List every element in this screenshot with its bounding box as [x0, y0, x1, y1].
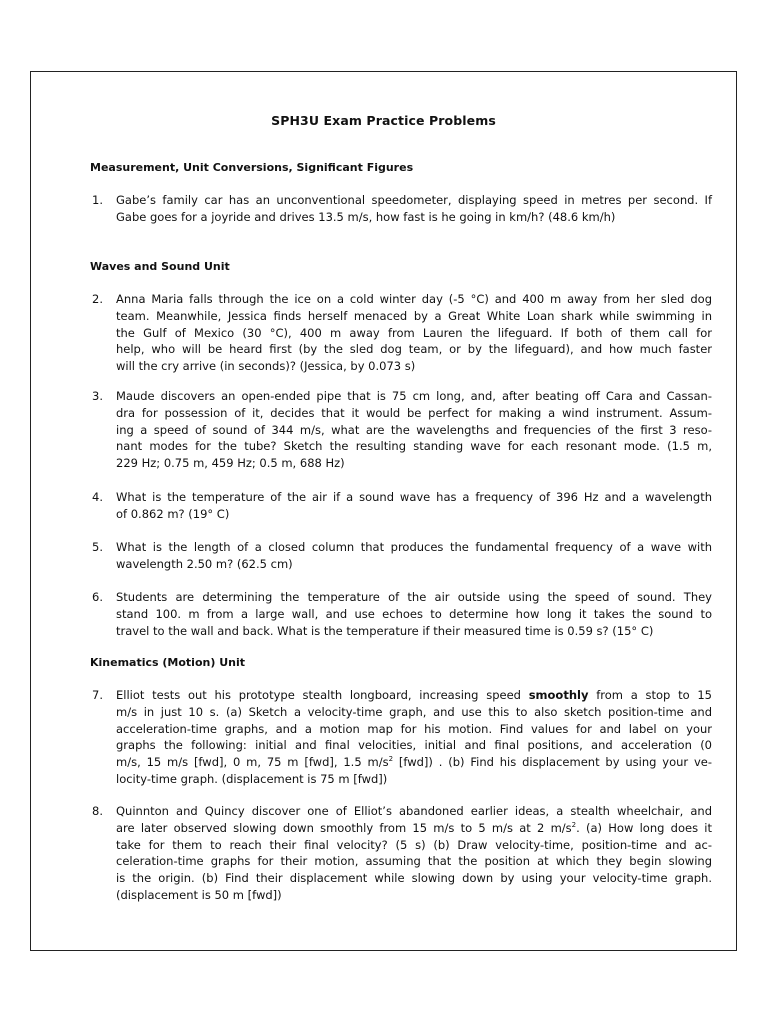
question-7 [92, 687, 712, 788]
question-line: is the origin. (b) Find their displacement while slowing down by using your velocity-time graph. [116, 871, 712, 886]
question-8 [92, 803, 712, 904]
question-line: will the cry arrive (in seconds)? (Jessica, by 0.073 s) [116, 359, 416, 374]
question-line: dra for possession of it, decides that it would be perfect for making a wind instrument. Assum- [116, 405, 712, 420]
superscript: 2 [388, 755, 394, 764]
question-line: the Gulf of Mexico (30 °C), 400 m away from Lauren the lifeguard. If both of them call for [116, 325, 712, 340]
question-line: Gabe’s family car has an unconventional speedometer, displaying speed in metres per second. If [116, 193, 712, 207]
superscript: 2 [571, 820, 577, 829]
question-line: help, who will be heard first (by the sled dog team, or by the lifeguard), and how much faster [116, 342, 712, 357]
question-4 [92, 489, 712, 523]
question-line: ing a speed of sound of 344 m/s, what are the wavelengths and frequencies of the first 3 reso- [116, 422, 712, 437]
question-line: travel to the wall and back. What is the temperature if their measured time is 0.59 s? (15° C) [116, 623, 654, 638]
question-2 [92, 291, 712, 375]
question-line: of 0.862 m? (19° C) [116, 506, 230, 521]
question-line: stand 100. m from a large wall, and use echoes to determine how long it takes the sound to [116, 606, 712, 621]
question-line: (displacement is 50 m [fwd]) [116, 887, 282, 902]
question-line [116, 754, 712, 771]
section-heading-waves: Waves and Sound Unit [90, 260, 230, 273]
question-line: Students are determining the temperature of the air outside using the speed of sound. They [116, 590, 712, 604]
question-number: 7. [92, 688, 103, 702]
question-text: are later observed slowing down smoothly from 15 m/s to 5 m/s at 2 m/s [116, 820, 572, 835]
question-text: Elliot tests out his prototype stealth longboard, increasing speed [116, 688, 529, 702]
question-line: team. Meanwhile, Jessica finds herself menaced by a Great White Loan shark while swimming in [116, 308, 712, 323]
question-number: 5. [92, 540, 103, 554]
question-line [116, 820, 712, 837]
question-line: take for them to reach their final velocity? (5 s) (b) Draw velocity-time, position-time and ac- [116, 837, 712, 852]
question-1 [92, 192, 712, 226]
question-6 [92, 589, 712, 639]
question-number: 1. [92, 193, 103, 207]
question-line: graphs the following: initial and final velocities, initial and final positions, and acceleration (0 [116, 738, 712, 753]
page-title: SPH3U Exam Practice Problems [271, 113, 496, 128]
question-line: nant modes for the tube? Sketch the resulting standing wave for each resonant mode. (1.5 m, [116, 439, 712, 454]
emphasis-text: smoothly [528, 688, 589, 702]
question-line: Anna Maria falls through the ice on a cold winter day (-5 °C) and 400 m away from her sled dog [116, 292, 712, 306]
question-line [116, 687, 712, 704]
page-frame [30, 71, 737, 951]
question-text: from a stop to 15 [588, 688, 712, 702]
question-text: m/s, 15 m/s [fwd], 0 m, 75 m [fwd], 1.5 m/s [116, 755, 389, 770]
question-text: [fwd]) . (b) Find his displacement by using your ve- [393, 755, 712, 770]
question-line: wavelength 2.50 m? (62.5 cm) [116, 556, 293, 571]
question-number: 2. [92, 292, 103, 306]
question-line: Gabe goes for a joyride and drives 13.5 m/s, how fast is he going in km/h? (48.6 km/h) [116, 209, 616, 224]
question-3 [92, 388, 712, 472]
question-number: 6. [92, 590, 103, 604]
section-heading-kinematics: Kinematics (Motion) Unit [90, 656, 245, 669]
question-line: 229 Hz; 0.75 m, 459 Hz; 0.5 m, 688 Hz) [116, 456, 345, 471]
section-heading-measurement: Measurement, Unit Conversions, Significant Figures [90, 161, 414, 174]
question-line: What is the temperature of the air if a sound wave has a frequency of 396 Hz and a wavelength [116, 490, 712, 504]
question-number: 4. [92, 490, 103, 504]
question-text: . (a) How long does it [576, 820, 713, 835]
question-line: locity-time graph. (displacement is 75 m [fwd]) [116, 771, 388, 786]
question-line: acceleration-time graphs, and a motion map for his motion. Find values for and label on your [116, 721, 712, 736]
question-number: 8. [92, 804, 103, 818]
question-line: Maude discovers an open-ended pipe that is 75 cm long, and, after beating off Cara and Cassan- [116, 389, 712, 403]
question-line: What is the length of a closed column that produces the fundamental frequency of a wave with [116, 540, 712, 554]
question-number: 3. [92, 389, 103, 403]
question-line: m/s in just 10 s. (a) Sketch a velocity-time graph, and use this to also sketch position-time and [116, 704, 712, 719]
question-5 [92, 539, 712, 573]
question-line: celeration-time graphs for their motion, assuming that the position at which they begin slowing [116, 854, 712, 869]
question-line: Quinnton and Quincy discover one of Elliot’s abandoned earlier ideas, a stealth wheelchair, and [116, 804, 712, 818]
